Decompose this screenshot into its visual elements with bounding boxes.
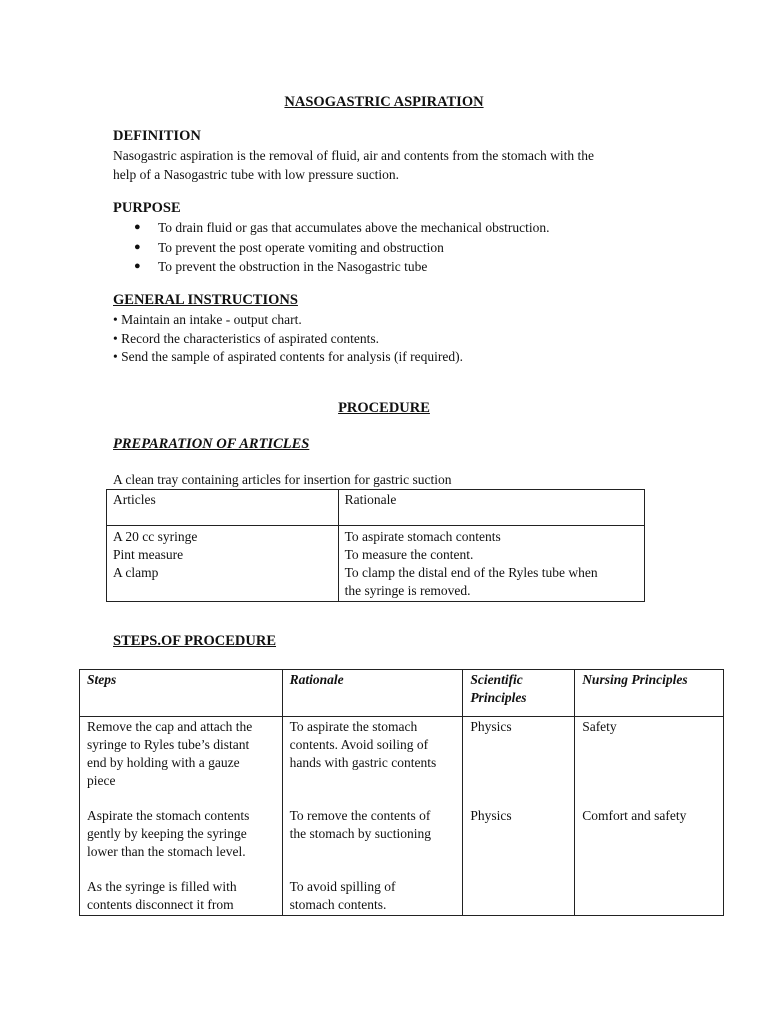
procedure-heading: PROCEDURE — [338, 400, 430, 416]
article-item: A clamp — [113, 565, 159, 580]
rationale-line: the syringe is removed. — [344, 583, 471, 598]
list-item-text: To prevent the post operate vomiting and obstruction — [158, 239, 444, 255]
column-header-steps: Steps — [80, 670, 283, 717]
definition-line: help of a Nasogastric tube with low pressure suction. — [113, 166, 400, 182]
nursing-value: Safety — [582, 719, 617, 734]
bullet-icon: ● — [134, 221, 141, 233]
rationale-cell — [338, 526, 644, 602]
list-item: • Record the characteristics of aspirated contents. — [113, 330, 379, 346]
steps-heading: STEPS.OF PROCEDURE — [113, 633, 277, 649]
steps-cell — [80, 717, 283, 916]
list-item: • Maintain an intake - output chart. — [113, 312, 302, 327]
header-line: Scientific — [470, 672, 523, 687]
rationale-block — [290, 718, 456, 807]
step-line: end by holding with a gauze — [87, 755, 240, 770]
purpose-list — [113, 218, 550, 277]
page-title: NASOGASTRIC ASPIRATION — [284, 94, 484, 110]
list-item — [113, 218, 550, 238]
list-item-text: To prevent the obstruction in the Nasogastric tube — [158, 259, 428, 274]
step-line: gently by keeping the syringe — [87, 826, 247, 841]
column-header: Articles — [107, 490, 339, 526]
nursing-block — [582, 718, 716, 807]
rationale-line: contents. Avoid soiling of — [289, 737, 429, 752]
bullet-icon: ● — [134, 260, 141, 272]
column-header: Rationale — [338, 490, 644, 526]
table-header-row — [80, 670, 724, 717]
article-item: Pint measure — [113, 547, 184, 562]
step-line: Aspirate the stomach contents — [87, 808, 250, 823]
list-item: • Send the sample of aspirated contents for analysis (if required). — [113, 349, 463, 364]
step-line: As the syringe is filled with — [87, 879, 237, 894]
rationale-line: stomach contents. — [289, 897, 387, 912]
step-block — [87, 878, 275, 914]
article-item: A 20 cc syringe — [113, 529, 198, 544]
steps-table — [79, 669, 724, 916]
step-line: contents disconnect it from — [87, 897, 234, 912]
column-header-rationale: Rationale — [282, 670, 463, 717]
step-block — [87, 807, 275, 878]
rationale-line: the stomach by suctioning — [289, 826, 431, 841]
list-item-text: To drain fluid or gas that accumulates above the mechanical obstruction. — [158, 220, 550, 235]
articles-cell — [107, 526, 339, 602]
definition-text — [113, 147, 594, 184]
column-header-scientific — [463, 670, 575, 717]
header-line: Principles — [470, 690, 527, 705]
general-instructions-list — [113, 311, 463, 367]
step-line: syringe to Ryles tube’s distant — [87, 737, 250, 752]
nursing-value: Comfort and safety — [582, 808, 687, 823]
definition-line: Nasogastric aspiration is the removal of fluid, air and contents from the stomach with the — [113, 148, 594, 163]
list-item — [113, 257, 550, 277]
rationale-line: hands with gastric contents — [289, 755, 437, 770]
scientific-cell — [463, 717, 575, 916]
general-instructions-heading: GENERAL INSTRUCTIONS — [113, 292, 298, 308]
scientific-block — [470, 807, 567, 878]
table-header-row — [107, 490, 645, 526]
nursing-cell — [575, 717, 724, 916]
scientific-value: Physics — [470, 719, 512, 734]
rationale-line: To measure the content. — [344, 547, 474, 562]
nursing-block — [582, 807, 716, 878]
preparation-intro: A clean tray containing articles for insertion for gastric suction — [113, 472, 452, 487]
rationale-block — [290, 807, 456, 878]
scientific-block — [470, 718, 567, 807]
scientific-value: Physics — [470, 808, 512, 823]
table-row — [80, 717, 724, 916]
rationale-line: To clamp the distal end of the Ryles tube when — [344, 565, 598, 580]
articles-table — [106, 489, 645, 602]
step-line: Remove the cap and attach the — [87, 719, 253, 734]
step-line: lower than the stomach level. — [87, 844, 246, 859]
preparation-heading: PREPARATION OF ARTICLES — [113, 436, 310, 452]
purpose-heading: PURPOSE — [113, 200, 181, 216]
bullet-icon: ● — [134, 240, 141, 253]
rationale-block — [290, 878, 456, 914]
table-row — [107, 526, 645, 602]
step-block — [87, 718, 275, 807]
definition-heading: DEFINITION — [113, 128, 201, 144]
rationale-line: To avoid spilling of — [289, 879, 396, 894]
step-line: piece — [87, 773, 116, 788]
rationale-cell — [282, 717, 463, 916]
column-header-nursing: Nursing Principles — [575, 670, 724, 717]
list-item — [113, 238, 550, 258]
rationale-line: To aspirate stomach contents — [344, 529, 501, 544]
rationale-line: To aspirate the stomach — [289, 719, 418, 734]
rationale-line: To remove the contents of — [289, 808, 431, 823]
